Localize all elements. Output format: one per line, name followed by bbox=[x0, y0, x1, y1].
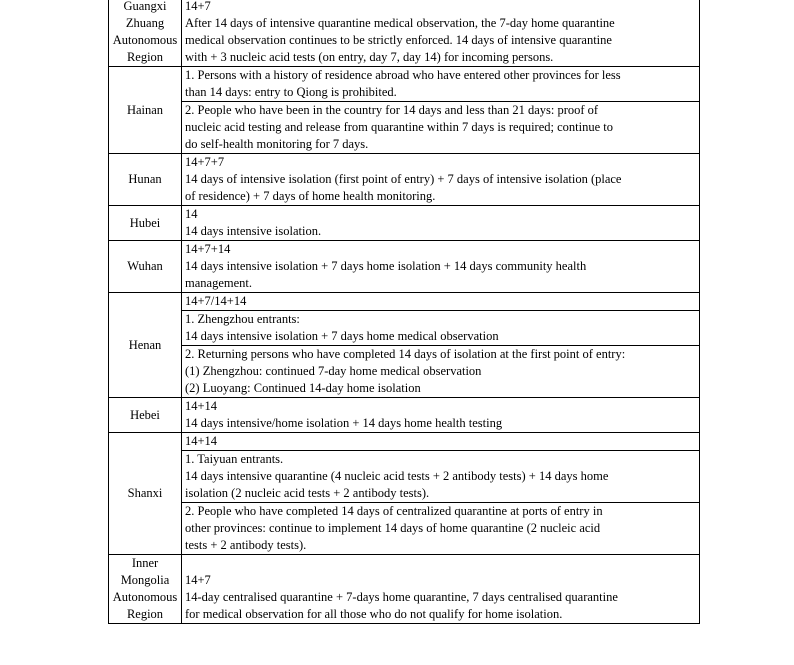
region-name-line: Zhuang bbox=[125, 16, 165, 30]
region-cell bbox=[109, 398, 182, 433]
policy-cell bbox=[182, 0, 700, 67]
policy-text-line: 14-day centralised quarantine + 7-days home quarantine, 7 days centralised quarantine bbox=[185, 590, 618, 604]
policy-cell bbox=[182, 293, 700, 311]
policy-text-line: management. bbox=[185, 276, 252, 290]
policy-cell bbox=[182, 241, 700, 293]
policy-cell bbox=[182, 346, 700, 398]
table-row bbox=[109, 241, 700, 293]
table-row bbox=[109, 346, 700, 398]
table-row bbox=[109, 503, 700, 555]
policy-text-line: 1. Taiyuan entrants. bbox=[185, 452, 284, 466]
policy-text-line: 14 days intensive isolation + 7 days home isolation + 14 days community health bbox=[185, 259, 587, 273]
region-name-line: Autonomous bbox=[112, 33, 178, 47]
region-cell bbox=[109, 241, 182, 293]
region-name-line: Region bbox=[126, 50, 164, 64]
policy-cell bbox=[182, 503, 700, 555]
region-name-line: Hainan bbox=[126, 102, 164, 117]
policy-text-line: 14+7+7 bbox=[185, 155, 225, 169]
policy-text-line: 1. Zhengzhou entrants: bbox=[185, 312, 300, 326]
policy-text-line: of residence) + 7 days of home health monitoring. bbox=[185, 189, 436, 203]
region-name-line: Shanxi bbox=[127, 486, 163, 500]
table-row bbox=[109, 398, 700, 433]
policy-cell bbox=[182, 555, 700, 624]
table-row bbox=[109, 555, 700, 624]
policy-text-line: After 14 days of intensive quarantine medical observation, the 7-day home quarantine bbox=[185, 16, 615, 30]
policy-cell bbox=[182, 102, 700, 154]
policy-text-line: medical observation continues to be strictly enforced. 14 days of intensive quarantine bbox=[185, 33, 612, 47]
region-cell bbox=[109, 67, 182, 154]
quarantine-policy-table bbox=[108, 0, 700, 624]
region-name-line: Henan bbox=[128, 337, 162, 352]
policy-cell bbox=[182, 433, 700, 451]
policy-cell bbox=[182, 67, 700, 102]
region-name-line: Mongolia bbox=[120, 573, 170, 587]
region-name-line: Hunan bbox=[128, 172, 162, 186]
policy-text-line: 14+14 bbox=[185, 434, 218, 448]
policy-text-line: isolation (2 nucleic acid tests + 2 antibody tests). bbox=[185, 486, 430, 500]
policy-text-line: 14 days intensive/home isolation + 14 days home health testing bbox=[185, 416, 503, 430]
policy-text-line: tests + 2 antibody tests). bbox=[185, 538, 307, 552]
region-name-line: Guangxi bbox=[123, 0, 167, 13]
region-name-line: Hubei bbox=[129, 215, 161, 230]
region-name-line: Region bbox=[126, 607, 164, 621]
region-name-line: Hebei bbox=[130, 407, 160, 422]
policy-cell bbox=[182, 154, 700, 206]
policy-text-line: 14+7/14+14 bbox=[185, 294, 247, 308]
policy-cell bbox=[182, 398, 700, 433]
region-cell bbox=[109, 293, 182, 398]
policy-text-line: for medical observation for all those who do not qualify for home isolation. bbox=[185, 607, 563, 621]
region-name-line: Inner bbox=[131, 556, 159, 570]
policy-text-line: 14 days of intensive isolation (first point of entry) + 7 days of intensive isolation (place bbox=[185, 172, 622, 186]
table-row bbox=[109, 451, 700, 503]
table-row bbox=[109, 102, 700, 154]
policy-text-line: with + 3 nucleic acid tests (on entry, day 7, day 14) for incoming persons. bbox=[185, 50, 554, 64]
policy-text-line: 14 days intensive quarantine (4 nucleic acid tests + 2 antibody tests) + 14 days home bbox=[185, 469, 609, 483]
region-name-line: Autonomous bbox=[112, 590, 178, 604]
region-cell bbox=[109, 433, 182, 555]
policy-text-line: (2) Luoyang: Continued 14-day home isolation bbox=[185, 381, 421, 395]
policy-cell bbox=[182, 311, 700, 346]
quarantine-policy-table-container bbox=[108, 0, 698, 624]
policy-text-line: do self-health monitoring for 7 days. bbox=[185, 137, 369, 151]
table-row bbox=[109, 0, 700, 67]
table-body bbox=[109, 0, 700, 624]
policy-text-line: 14 days intensive isolation. bbox=[185, 224, 322, 238]
policy-cell bbox=[182, 206, 700, 241]
policy-text-line: 14 days intensive isolation + 7 days home medical observation bbox=[185, 329, 499, 343]
table-row bbox=[109, 206, 700, 241]
region-cell bbox=[109, 0, 182, 67]
policy-text-line: nucleic acid testing and release from quarantine within 7 days is required; continue to bbox=[185, 120, 613, 134]
region-name-line: Wuhan bbox=[127, 259, 163, 273]
table-row bbox=[109, 433, 700, 451]
region-cell bbox=[109, 154, 182, 206]
policy-text-line: other provinces: continue to implement 14 days of home quarantine (2 nucleic acid bbox=[185, 521, 601, 535]
policy-text-line: 2. Returning persons who have completed 14 days of isolation at the first point of entry: bbox=[185, 347, 626, 361]
table-row bbox=[109, 67, 700, 102]
policy-text-line: (1) Zhengzhou: continued 7-day home medical observation bbox=[185, 364, 482, 378]
policy-text-line: 14+7 bbox=[185, 0, 211, 13]
policy-text-line: 14+14 bbox=[185, 399, 218, 413]
policy-text-line: 1. Persons with a history of residence abroad who have entered other provinces for less bbox=[185, 68, 621, 82]
policy-text-line: 14 bbox=[185, 207, 198, 221]
policy-text-line: 2. People who have completed 14 days of centralized quarantine at ports of entry in bbox=[185, 504, 603, 518]
table-row bbox=[109, 311, 700, 346]
policy-text-line: 14+7+14 bbox=[185, 242, 231, 256]
region-cell bbox=[109, 206, 182, 241]
policy-cell bbox=[182, 451, 700, 503]
policy-text-line: than 14 days: entry to Qiong is prohibited. bbox=[185, 85, 397, 99]
policy-text-line: 14+7 bbox=[185, 573, 211, 587]
region-cell bbox=[109, 555, 182, 624]
policy-text-line: 2. People who have been in the country for 14 days and less than 21 days: proof of bbox=[185, 103, 599, 117]
table-row bbox=[109, 154, 700, 206]
policy-text-line bbox=[185, 555, 697, 572]
table-row bbox=[109, 293, 700, 311]
